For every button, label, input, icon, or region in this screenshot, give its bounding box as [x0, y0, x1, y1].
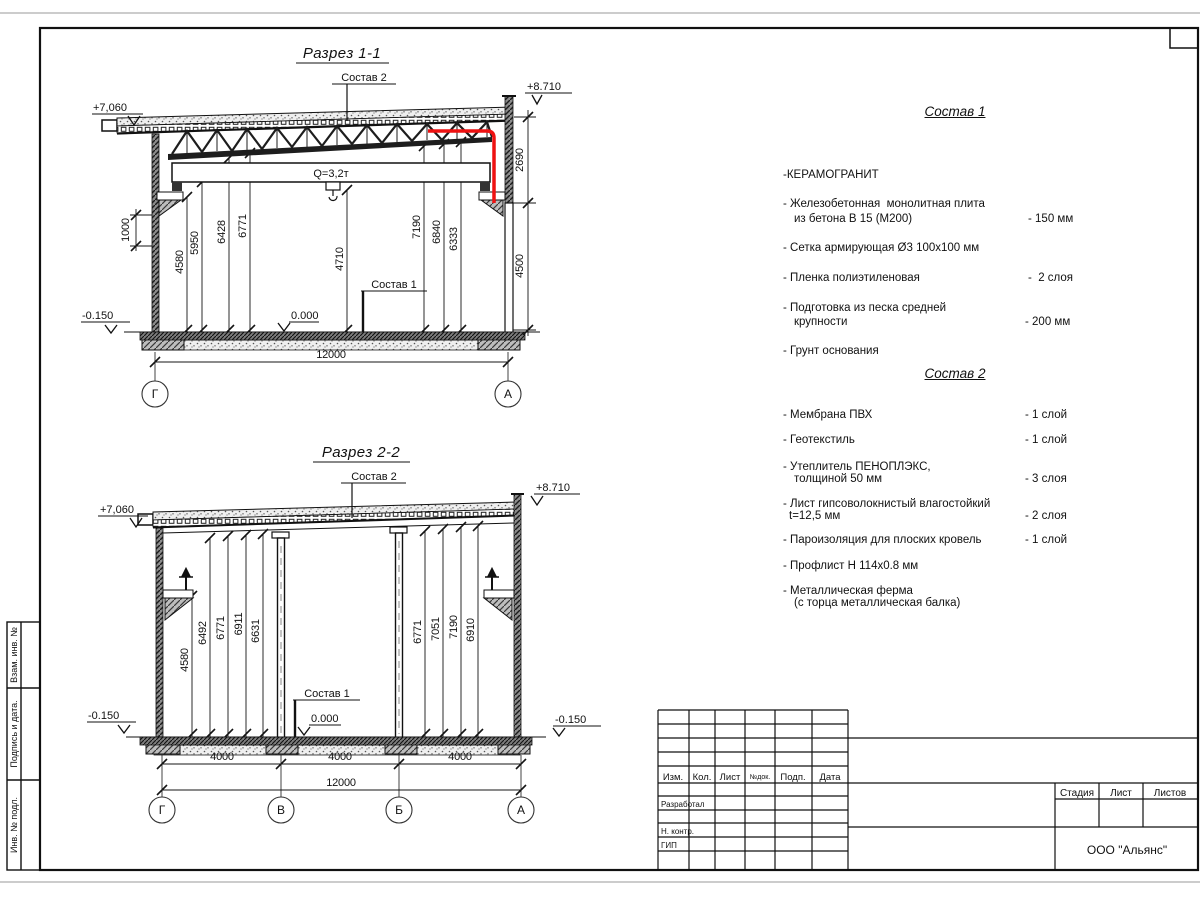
svg-text:+8.710: +8.710	[527, 81, 561, 93]
svg-text:6631: 6631	[250, 619, 262, 643]
section-2-2	[87, 444, 601, 823]
spec-item-value: - 1 слой	[1025, 534, 1068, 546]
spec-item: -КЕРАМОГРАНИТ	[783, 169, 879, 181]
right-wall-parapet	[502, 96, 516, 333]
svg-text:7190: 7190	[448, 615, 460, 639]
stamp-col: Подп.	[780, 772, 806, 783]
crane-trolley	[326, 182, 340, 201]
side-label: Взам. инв. №	[9, 627, 19, 683]
spec-item: - Утеплитель ПЕНОПЛЭКС,	[783, 461, 931, 473]
section2-title: Разрез 2-2	[321, 444, 401, 461]
spec-item-value: - 2 слоя	[1025, 510, 1067, 522]
spec-item: - Металлическая ферма	[783, 585, 913, 597]
wall-panel-dim	[120, 209, 152, 251]
spec-item-value: - 2 слоя	[1028, 272, 1074, 284]
svg-text:6771: 6771	[215, 616, 227, 640]
title-block-labels	[661, 772, 1186, 857]
axis-label: В	[276, 803, 286, 817]
svg-text:6428: 6428	[216, 220, 228, 244]
floor-slab	[124, 332, 540, 350]
svg-text:6771: 6771	[237, 214, 249, 238]
spec-item: - Лист гипсоволокнистый влагостойкий	[783, 498, 991, 510]
svg-text:6911: 6911	[233, 612, 245, 636]
left-wall	[152, 134, 159, 333]
spec-item-value: - 200 мм	[1025, 316, 1071, 328]
stamp-stage-col: Лист	[1110, 788, 1132, 799]
side-label: Подпись и дата.	[9, 700, 19, 768]
stamp-col: Дата	[819, 772, 841, 783]
svg-text:+8.710: +8.710	[536, 482, 570, 494]
svg-text:4000: 4000	[328, 751, 352, 763]
spec-item: - Геотекстиль	[783, 434, 855, 446]
top-right-box	[1170, 28, 1198, 48]
axis-label: Б	[395, 803, 403, 817]
axis-label: А	[503, 387, 513, 401]
organization-name: ООО "Альянс"	[1086, 843, 1168, 857]
svg-text:+7,060: +7,060	[93, 102, 127, 114]
axis-label: А	[516, 803, 526, 817]
svg-text:7190: 7190	[411, 215, 423, 239]
spec-item-value: - 150 мм	[1028, 213, 1074, 225]
svg-text:-0.150: -0.150	[555, 714, 587, 726]
spec2-title: Состав 2	[924, 366, 986, 381]
span-dims	[157, 751, 526, 797]
svg-text:2690: 2690	[514, 148, 526, 172]
spec-item: t=12,5 мм	[789, 510, 841, 522]
spec-item: - Железобетонная монолитная плита	[783, 198, 985, 210]
svg-text:-0.150: -0.150	[82, 310, 114, 322]
svg-text:4580: 4580	[174, 250, 186, 274]
spec-item-value: - 1 слой	[1025, 409, 1068, 421]
stamp-stage-col: Стадия	[1059, 788, 1095, 799]
svg-text:Состав 2: Состав 2	[341, 72, 387, 84]
spec-item: - Пленка полиэтиленовая	[783, 272, 920, 284]
spec-item: из бетона В 15 (М200)	[794, 213, 913, 225]
spec-item: (с торца металлическая балка)	[794, 597, 961, 609]
svg-text:Состав 1: Состав 1	[371, 279, 417, 291]
side-column-labels	[9, 627, 19, 853]
stamp-col: Изм.	[662, 772, 684, 783]
height-dimension-labels	[179, 612, 477, 671]
spec-item: крупности	[794, 316, 848, 328]
spec-item-value: - 1 слой	[1025, 434, 1068, 446]
interior-columns	[272, 527, 407, 738]
svg-text:4500: 4500	[514, 254, 526, 278]
spec1-title: Состав 1	[924, 104, 986, 119]
sostav1-leader	[361, 279, 427, 332]
svg-text:6840: 6840	[431, 220, 443, 244]
spec-item: - Пароизоляция для плоских кровель	[783, 534, 982, 546]
stamp-stage-col: Листов	[1153, 788, 1187, 799]
stamp-col: Кол.	[692, 772, 712, 783]
svg-text:+7,060: +7,060	[100, 504, 134, 516]
svg-text:12000: 12000	[316, 349, 346, 361]
stamp-role: ГИП	[661, 841, 677, 850]
span-dim	[150, 349, 513, 381]
svg-text:4710: 4710	[334, 247, 346, 271]
svg-text:4580: 4580	[179, 648, 191, 672]
height-dimension-labels	[174, 214, 460, 274]
stamp-col: Лист	[719, 772, 741, 783]
stamp-role: Н. контр.	[661, 827, 695, 836]
svg-text:6771: 6771	[412, 620, 424, 644]
crane-beam	[172, 163, 490, 201]
left-wall	[156, 528, 163, 738]
spec-item-value: - 3 слоя	[1025, 473, 1067, 485]
spec-item: - Сетка армирующая Ø3 100х100 мм	[783, 242, 980, 254]
spec-item: толщиной 50 мм	[794, 473, 883, 485]
wall-brackets	[157, 192, 505, 216]
svg-text:4000: 4000	[448, 751, 472, 763]
svg-text:4000: 4000	[210, 751, 234, 763]
stamp-col: №док.	[749, 774, 771, 781]
svg-text:6333: 6333	[448, 227, 460, 251]
axis-label: Г	[158, 803, 166, 817]
svg-text:6492: 6492	[197, 621, 209, 645]
svg-text:Состав 1: Состав 1	[304, 688, 350, 700]
right-wall-parapet	[511, 494, 524, 738]
stamp-role: Разработал	[661, 800, 705, 809]
spec-item: - Профлист Н 114х0.8 мм	[783, 560, 919, 572]
axis-markers	[149, 797, 534, 823]
roof-end-cap	[102, 120, 117, 131]
spec-item: - Подготовка из песка средней	[783, 302, 947, 314]
side-label: Инв. № подл.	[9, 796, 19, 854]
axis-label: Г	[151, 387, 159, 401]
svg-text:Состав 2: Состав 2	[351, 471, 397, 483]
section1-title: Разрез 1-1	[302, 45, 382, 62]
crane-capacity-label: Q=3,2т	[313, 168, 349, 180]
spec-item: - Мембрана ПВХ	[783, 409, 873, 421]
axis-markers	[142, 381, 521, 407]
svg-text:6910: 6910	[465, 618, 477, 642]
svg-text:5950: 5950	[189, 231, 201, 255]
svg-text:1000: 1000	[120, 218, 132, 242]
svg-text:0.000: 0.000	[311, 713, 339, 725]
svg-text:-0.150: -0.150	[88, 710, 120, 722]
spec-item: - Грунт основания	[783, 345, 879, 357]
section-1-1	[81, 45, 572, 407]
svg-text:7051: 7051	[430, 617, 442, 641]
svg-text:12000: 12000	[326, 777, 356, 789]
title-block	[658, 710, 1198, 870]
svg-text:0.000: 0.000	[291, 310, 319, 322]
